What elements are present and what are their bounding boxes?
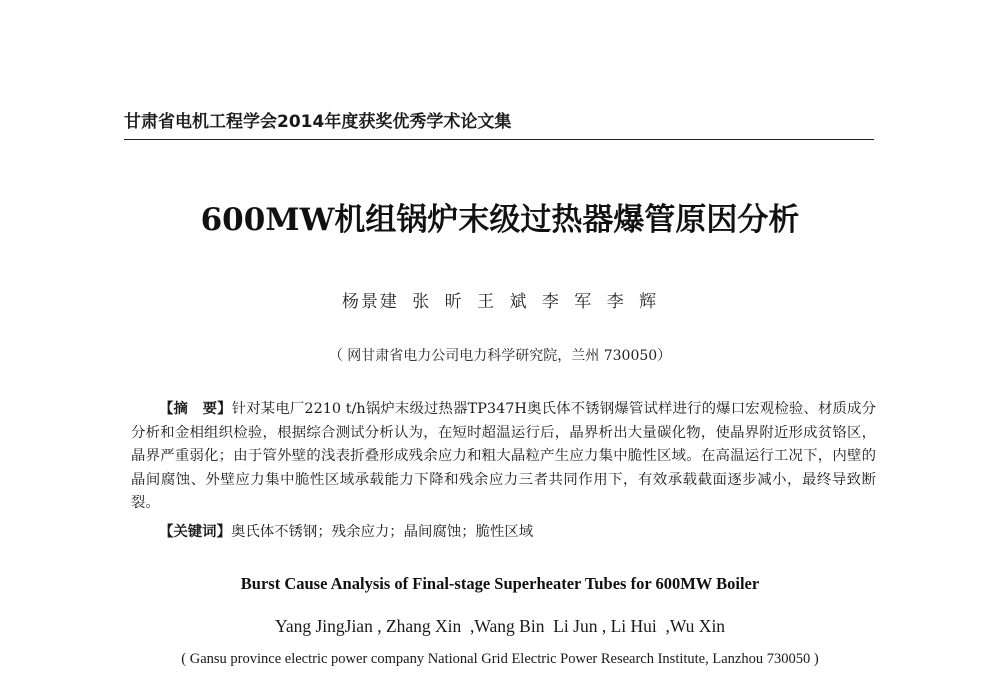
keywords (159, 521, 879, 543)
paper-title-en: Burst Cause Analysis of Final-stage Superheater Tubes for 600MW Boiler (240, 574, 760, 593)
running-header-block (124, 111, 874, 133)
abstract-text: 针对某电厂2210 t/h锅炉末级过热器TP347H奥氏体不锈钢爆管试样进行的爆口宏观检验、材质成分分析和金相组织检验，根据综合测试分析认为，在短时超温运行后，晶界析出大量碳化物，使晶界附近形成贫铬区，晶界严重弱化；由于管外壁的浅表折叠形成残余应力和粗大晶粒产生应力集中脆性区域。在高温运行工况下，内壁的晶间腐蚀、外壁应力集中脆性区域承载能力下降和残余应力三者共同作用下，有效承载截面逐步减小，最终导致断裂。 (131, 401, 876, 512)
paper-title-cn: 600MW机组锅炉末级过热器爆管原因分析 (200, 202, 800, 238)
affiliation-cn: （ 网甘肃省电力公司电力科学研究院，兰州 730050） (328, 348, 672, 364)
affiliation-en: ( Gansu province electric power company National Grid Electric Power Research Institute, Lanzhou 730050 ) (181, 651, 819, 667)
abstract (131, 398, 876, 516)
keywords-text: 奥氏体不锈钢；残余应力；晶间腐蚀；脆性区域 (230, 524, 534, 540)
abstract-label: 【摘 要】 (159, 401, 232, 417)
authors-en: Yang JingJian , Zhang Xin ,Wang Bin Li Jun , Li Hui ,Wu Xin (274, 616, 726, 636)
running-header: 甘肃省电机工程学会2014年度获奖优秀学术论文集 (124, 112, 512, 132)
header-rule (124, 139, 874, 140)
keywords-label: 【关键词】 (159, 524, 231, 540)
authors-cn: 杨景建 张 昕 王 斌 李 军 李 辉 (341, 292, 659, 312)
